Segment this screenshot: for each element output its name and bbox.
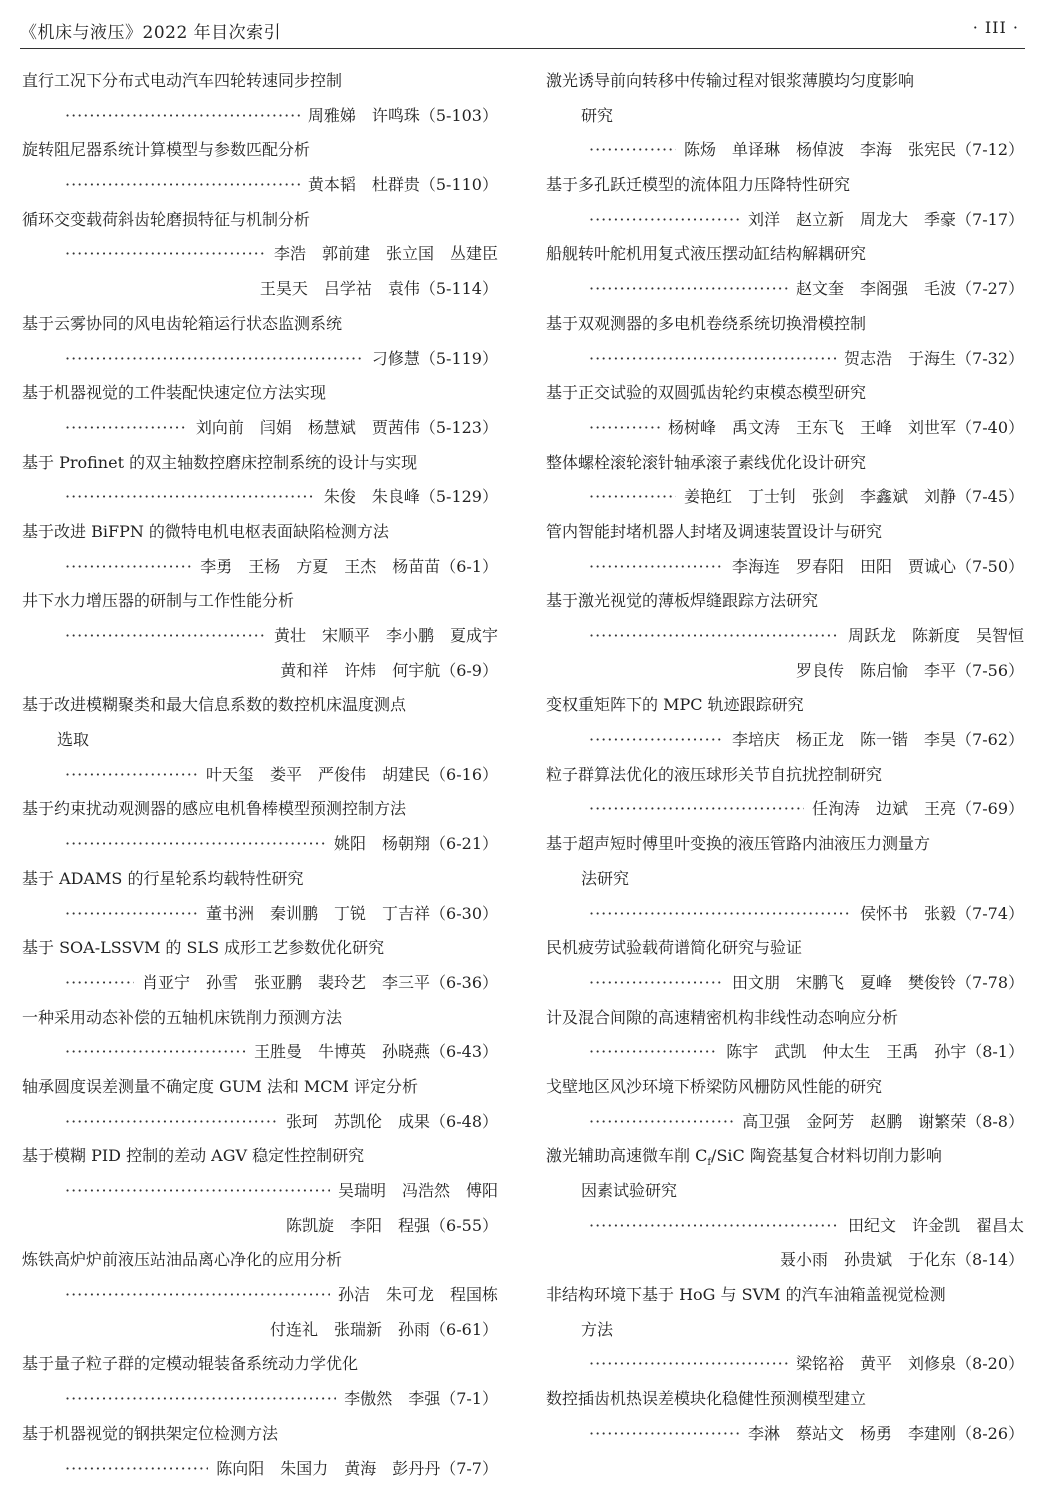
entry-title-line: 基于改进 BiFPN 的微特电机电枢表面缺陷检测方法 [22,521,389,541]
toc-entry [22,307,498,376]
entry-authors: 李淋 蔡站文 杨勇 李建刚（8-26） [748,1423,1024,1443]
entry-authors: 高卫强 金阿芳 赵鹏 谢繁荣（8-8） [742,1111,1024,1131]
entry-authors: 李海连 罗春阳 田阳 贾诚心（7-50） [732,556,1024,576]
entry-title-line: 基于云雾协同的风电齿轮箱运行状态监测系统 [22,313,343,333]
entry-authors: 叶天玺 娄平 严俊伟 胡建民（6-16） [206,764,498,784]
entry-title-line: 基于改进模糊聚类和最大信息系数的数控机床温度测点 [22,695,407,715]
dot-leader [589,1035,718,1070]
toc-entry [546,168,1024,237]
entry-title-line: 基于量子粒子群的定模动辊装备系统动力学优化 [22,1354,359,1374]
dot-leader [589,133,676,168]
entry-authors: 肖亚宁 孙雪 张亚鹏 裴玲艺 李三平（6-36） [142,972,498,992]
entry-author-line [22,342,498,377]
toc-entry [546,1001,1024,1070]
toc-entry [22,931,498,1000]
entry-authors: 姚阳 杨朝翔（6-21） [334,834,498,854]
dot-leader [65,966,134,1001]
entry-title-line [546,1139,1024,1174]
dot-leader [589,480,676,515]
entry-authors: 杨树峰 禹文涛 王东飞 王峰 刘世军（7-40） [668,417,1024,437]
entry-authors: 姜艳红 丁士钊 张剑 李鑫斌 刘静（7-45） [684,487,1024,507]
entry-authors: 陈向阳 朱国力 黄海 彭丹丹（7-7） [216,1458,498,1478]
dot-leader [589,1417,740,1452]
dot-leader [589,792,804,827]
entry-title-line: 基于激光视觉的薄板焊缝跟踪方法研究 [546,591,819,611]
entry-title-line: 激光诱导前向转移中传输过程对银浆薄膜均匀度影响 [546,71,915,90]
entry-author-line [22,1452,498,1487]
entry-title-line: 民机疲劳试验载荷谱简化研究与验证 [546,938,803,958]
toc-entry [22,1417,498,1486]
entry-author-line [22,168,498,203]
page-header [20,14,1025,49]
entry-authors: 李勇 王杨 方夏 王杰 杨苗苗（6-1） [200,556,498,576]
toc-entry [546,584,1024,688]
dot-leader [589,897,852,932]
entry-authors: 孙洁 朱可龙 程国栋 [337,1285,498,1305]
entry-authors: 黄本韬 杜群贵（5-110） [307,175,498,195]
entry-authors: 赵文奎 李阁强 毛波（7-27） [796,279,1024,299]
entry-authors: 聂小雨 孙贵斌 于化东（8-14） [780,1250,1024,1270]
toc-entry [22,1139,498,1243]
entry-author-line [546,203,1024,238]
dot-leader [589,619,840,654]
entry-author-line [22,480,498,515]
entry-title-line: 循环交变载荷斜齿轮磨损特征与机制分析 [22,209,311,229]
entry-title-text: 激光辅助高速微车削 C [546,1146,708,1166]
entry-author-line [22,654,498,689]
entry-authors: 朱俊 朱良峰（5-129） [323,487,498,507]
entry-title-subscript: f [707,1157,712,1169]
dot-leader [589,1347,788,1382]
toc-entry [546,1278,1024,1382]
dot-leader [589,723,724,758]
entry-author-line [546,723,1024,758]
entry-author-line [22,897,498,932]
toc-entry [22,1070,498,1139]
entry-title-line: 基于 SOA-LSSVM 的 SLS 成形工艺参数优化研究 [22,938,385,958]
entry-authors: 李浩 郭前建 张立国 丛建臣 [273,244,498,264]
entry-title-line: 管内智能封堵机器人封堵及调速装置设计与研究 [546,521,883,541]
toc-entry [22,584,498,688]
toc-entry [546,931,1024,1000]
entry-author-line [22,99,498,134]
entry-title-line: 选取 [57,730,90,750]
entry-author-line [22,1313,498,1348]
dot-leader [589,1105,734,1140]
entry-title-line: 基于 ADAMS 的行星轮系均载特性研究 [22,868,304,888]
dot-leader [65,1035,246,1070]
dot-leader [65,1105,278,1140]
entry-author-line [546,1209,1024,1244]
toc-entry [22,1243,498,1347]
entry-title-line: 基于约束扰动观测器的感应电机鲁棒模型预测控制方法 [22,799,407,819]
dot-leader [65,411,188,446]
entry-author-line [22,1174,498,1209]
entry-author-line [22,1105,498,1140]
entry-author-line [546,272,1024,307]
toc-entry [22,515,498,584]
entry-title-line: 基于正交试验的双圆弧齿轮约束模态模型研究 [546,383,867,403]
journal-title: 《机床与液压》2022 年目次索引 [20,23,282,43]
entry-authors: 张珂 苏凯伦 成果（6-48） [286,1111,498,1131]
entry-authors: 任洵涛 边斌 王亮（7-69） [812,799,1024,819]
dot-leader [589,1209,840,1244]
entry-title-line: 基于 Profinet 的双主轴数控磨床控制系统的设计与实现 [22,452,418,472]
dot-leader [65,897,198,932]
toc-entry [546,758,1024,827]
entry-title-line: 基于多孔跃迁模型的流体阻力压降特性研究 [546,175,851,195]
right-column [546,64,1024,1452]
entry-title-line: 整体螺栓滚轮滚针轴承滚子素线优化设计研究 [546,452,867,472]
entry-title-line: 因素试验研究 [581,1181,678,1200]
dot-leader [65,99,300,134]
entry-author-line [546,966,1024,1001]
dot-leader [589,550,724,585]
dot-leader [589,342,836,377]
entry-title-line: 炼铁高炉炉前液压站油品离心净化的应用分析 [22,1250,343,1270]
entry-author-line [546,619,1024,654]
entry-title-line: 研究 [581,105,614,125]
dot-leader [65,1278,330,1313]
entry-title-line: 基于机器视觉的钢拱架定位检测方法 [22,1423,279,1443]
entry-author-line [22,1382,498,1417]
entry-author-line [546,550,1024,585]
toc-entry [546,827,1024,931]
entry-authors: 黄和祥 许炜 何宇航（6-9） [280,660,498,680]
entry-title-line: 井下水力增压器的研制与工作性能分析 [22,591,295,611]
entry-authors: 董书洲 秦训鹏 丁锐 丁吉祥（6-30） [206,903,498,923]
entry-title-line: 非结构环境下基于 HoG 与 SVM 的汽车油箱盖视觉检测 [546,1285,946,1305]
entry-authors: 吴瑞明 冯浩然 傅阳 [337,1181,498,1200]
entry-title-text: /SiC 陶瓷基复合材料切削力影响 [711,1146,942,1166]
entry-author-line [22,1209,498,1244]
toc-entry [22,133,498,202]
entry-title-line: 方法 [581,1319,614,1339]
dot-leader [65,1174,330,1209]
entry-authors: 周跃龙 陈新度 吴智恒 [847,626,1024,645]
entry-authors: 李傲然 李强（7-1） [344,1389,498,1409]
dot-leader [65,827,326,862]
toc-entry [546,237,1024,306]
toc-entry [546,307,1024,376]
dot-leader [589,966,724,1001]
entry-authors: 陈宇 武凯 仲太生 王禹 孙宇（8-1） [726,1042,1024,1062]
entry-author-line [546,342,1024,377]
page-number: · III · [972,18,1019,37]
entry-authors: 王胜曼 牛博英 孙晓燕（6-43） [254,1042,498,1062]
toc-entry [546,64,1024,168]
entry-authors: 黄壮 宋顺平 李小鹏 夏成宇 [273,626,498,645]
entry-title-line: 基于机器视觉的工件装配快速定位方法实现 [22,383,327,403]
dot-leader [589,272,788,307]
entry-authors: 李培庆 杨正龙 陈一锴 李昊（7-62） [732,730,1024,750]
entry-title-line: 直行工况下分布式电动汽车四轮转速同步控制 [22,71,343,90]
entry-author-line [546,1243,1024,1278]
dot-leader [65,342,364,377]
toc-entry [546,376,1024,445]
toc-entry [546,1070,1024,1139]
toc-entry [546,1139,1024,1278]
entry-title-line: 数控插齿机热误差模块化稳健性预测模型建立 [546,1389,867,1409]
entry-author-line [22,619,498,654]
entry-authors: 刘洋 赵立新 周龙大 季豪（7-17） [748,209,1024,229]
toc-entry [546,515,1024,584]
entry-authors: 刁修慧（5-119） [371,348,498,368]
dot-leader [65,480,316,515]
entry-authors: 贺志浩 于海生（7-32） [844,348,1024,368]
entry-title-line: 戈壁地区风沙环境下桥梁防风栅防风性能的研究 [546,1076,883,1096]
toc-entry [22,446,498,515]
toc-entry [22,64,498,133]
entry-title-line: 基于模糊 PID 控制的差动 AGV 稳定性控制研究 [22,1146,365,1166]
dot-leader [65,237,266,272]
entry-author-line [546,792,1024,827]
entry-authors: 陈炀 单译琳 杨倬波 李海 张宪民（7-12） [684,140,1024,160]
dot-leader [589,411,660,446]
entry-author-line [546,1035,1024,1070]
entry-author-line [546,411,1024,446]
entry-author-line [22,411,498,446]
entry-author-line [546,1417,1024,1452]
entry-authors: 梁铭裕 黄平 刘修泉（8-20） [796,1354,1024,1374]
entry-author-line [546,1105,1024,1140]
dot-leader [65,758,198,793]
entry-authors: 侯怀书 张毅（7-74） [860,903,1024,923]
entry-author-line [546,897,1024,932]
dot-leader [65,168,300,203]
entry-title-line: 变权重矩阵下的 MPC 轨迹跟踪研究 [546,695,804,715]
entry-author-line [22,827,498,862]
entry-title-line: 基于双观测器的多电机卷绕系统切换滑模控制 [546,313,867,333]
toc-entry [22,203,498,307]
entry-title-line: 船舰转叶舵机用复式液压摆动缸结构解耦研究 [546,244,867,264]
dot-leader [65,619,266,654]
entry-title-line: 旋转阻尼器系统计算模型与参数匹配分析 [22,140,311,160]
entry-author-line [22,1278,498,1313]
entry-authors: 付连礼 张瑞新 孙雨（6-61） [270,1319,498,1339]
entry-authors: 罗良传 陈启愉 李平（7-56） [796,660,1024,680]
toc-entry [546,446,1024,515]
entry-author-line [546,1347,1024,1382]
left-column [22,64,498,1486]
toc-entry [546,688,1024,757]
entry-author-line [546,133,1024,168]
toc-entry [22,376,498,445]
entry-author-line [22,1035,498,1070]
entry-author-line [22,272,498,307]
toc-entry [546,1382,1024,1451]
entry-authors: 刘向前 闫娟 杨慧斌 贾茜伟（5-123） [195,417,498,437]
toc-entry [22,862,498,931]
dot-leader [65,1452,208,1487]
entry-author-line [546,654,1024,689]
entry-authors: 陈凯旋 李阳 程强（6-55） [286,1215,498,1235]
dot-leader [65,550,192,585]
entry-authors: 王昊天 吕学祜 袁伟（5-114） [259,279,498,299]
entry-authors: 周雅娣 许鸣珠（5-103） [307,105,498,125]
entry-author-line [546,480,1024,515]
entry-author-line [22,237,498,272]
toc-entry [22,1001,498,1070]
entry-title-line: 计及混合间隙的高速精密机构非线性动态响应分析 [546,1007,899,1027]
dot-leader [589,203,740,238]
entry-authors: 田纪文 许金凯 翟昌太 [847,1215,1024,1235]
entry-title-line: 轴承圆度误差测量不确定度 GUM 法和 MCM 评定分析 [22,1076,419,1096]
toc-entry [22,1347,498,1416]
dot-leader [65,1382,336,1417]
entry-author-line [22,758,498,793]
entry-author-line [22,550,498,585]
entry-title-line: 一种采用动态补偿的五轴机床铣削力预测方法 [22,1007,343,1027]
entry-title-line: 粒子群算法优化的液压球形关节自抗扰控制研究 [546,764,883,784]
entry-authors: 田文朋 宋鹏飞 夏峰 樊俊铃（7-78） [732,972,1024,992]
toc-entry [22,792,498,861]
toc-entry [22,688,498,792]
entry-author-line [22,966,498,1001]
entry-title-line: 基于超声短时傅里叶变换的液压管路内油液压力测量方 [546,834,931,854]
entry-title-line: 法研究 [581,868,630,888]
